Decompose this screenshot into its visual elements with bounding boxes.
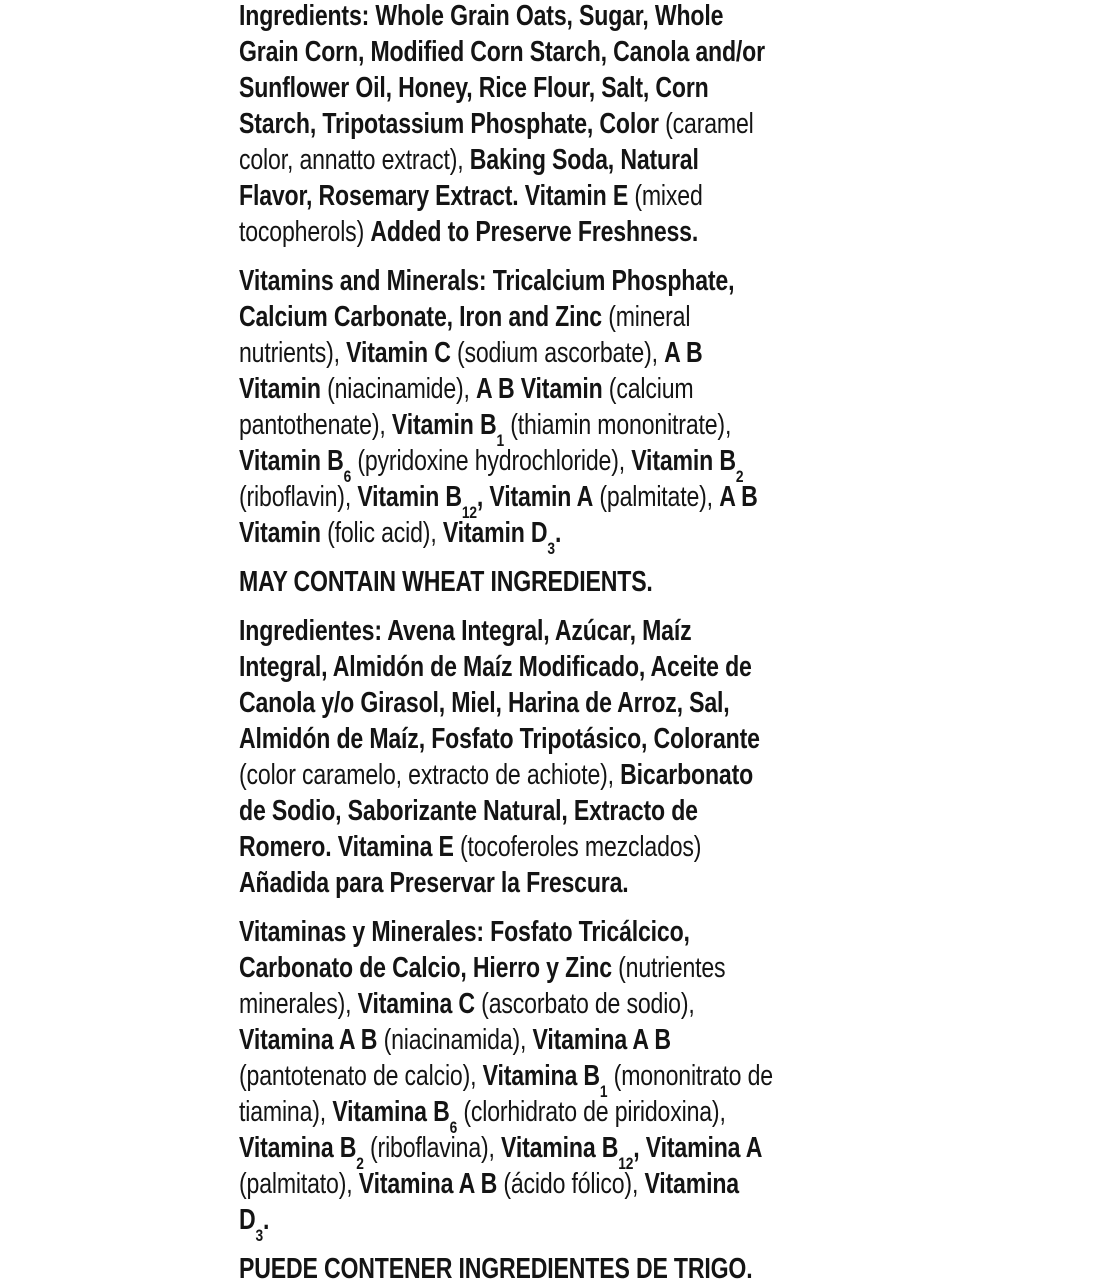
plain-text: (ascorbato de sodio),: [474, 988, 695, 1020]
bold-text: Vitamin B: [239, 445, 344, 477]
plain-text: (palmitate),: [593, 481, 720, 513]
bold-text: A B Vitamin: [239, 481, 758, 549]
plain-text: (mixed tocopherols): [239, 180, 703, 248]
subscript-text: 12: [461, 502, 477, 522]
subscript-text: 1: [599, 1081, 608, 1101]
subscript-text: 2: [356, 1153, 364, 1173]
allergen-statement-english: [239, 564, 774, 600]
ingredients-english: [239, 0, 774, 250]
bold-text: Vitamins and Minerals: Tricalcium Phosphate, Calcium Carbonate, Iron and Zinc: [239, 265, 735, 333]
plain-text: (ácido fólico),: [497, 1168, 645, 1200]
subscript-text: 2: [735, 466, 744, 486]
bold-text: Vitamin B: [357, 481, 462, 513]
plain-text: (caramel color, annatto extract),: [239, 108, 754, 176]
bold-text: Vitaminas y Minerales: Fosfato Tricálcico, Carbonato de Calcio, Hierro y Zinc: [239, 916, 690, 984]
subscript-text: 6: [343, 466, 352, 486]
bold-text: Vitamina A B: [358, 1168, 498, 1200]
bold-text: Bicarbonato de Sodio, Saborizante Natural, Extracto de Romero. Vitamina E: [239, 759, 754, 863]
vitamins-minerals-english: [239, 263, 774, 558]
plain-text: (tocoferoles mezclados): [453, 831, 702, 863]
bold-text: Vitamina C: [357, 988, 475, 1020]
bold-text: , Vitamin A: [476, 481, 594, 513]
plain-text: (clorhidrato de piridoxina),: [457, 1096, 726, 1128]
bold-text: Añadida para Preservar la Frescura.: [239, 867, 629, 899]
bold-text: , Vitamina A: [633, 1132, 763, 1164]
subscript-text: 3: [547, 538, 555, 558]
plain-text: (sodium ascorbate),: [450, 337, 665, 369]
bold-text: Vitamin B: [391, 409, 497, 441]
bold-text: Vitamina A B: [532, 1024, 671, 1056]
bold-text: Vitamina B: [332, 1096, 450, 1128]
subscript-text: 6: [449, 1117, 458, 1137]
plain-text: (nutrientes minerales),: [239, 952, 726, 1020]
plain-text: (mineral nutrients),: [239, 301, 691, 369]
bold-text: Added to Preserve Freshness.: [370, 216, 699, 248]
plain-text: (thiamin mononitrate),: [503, 409, 732, 441]
plain-text: (calcium pantothenate),: [239, 373, 694, 441]
subscript-text: 12: [618, 1153, 634, 1173]
bold-text: A B Vitamin: [476, 373, 603, 405]
plain-text: (niacinamida),: [377, 1024, 533, 1056]
ingredients-spanish: [239, 613, 774, 901]
bold-text: Vitamin D: [442, 517, 548, 549]
bold-text: Vitamin B: [631, 445, 736, 477]
plain-text: (folic acid),: [320, 517, 443, 549]
ingredient-label: [239, 0, 774, 1287]
bold-text: Ingredients: Whole Grain Oats, Sugar, Whole Grain Corn, Modified Corn Starch, Canola and/or Sunflower Oil, Honey, Rice Flour, Salt, Corn Starch, Tripotassium Phosphate, Color: [239, 0, 765, 140]
bold-text: A B Vitamin: [239, 337, 703, 405]
bold-text: Vitamina A B: [239, 1024, 378, 1056]
bold-text: Vitamina B: [239, 1132, 357, 1164]
vitamins-minerals-spanish: [239, 914, 774, 1245]
bold-text: Vitamina D: [239, 1168, 739, 1236]
subscript-text: 1: [496, 430, 504, 450]
plain-text: (pantotenato de calcio),: [239, 1060, 483, 1092]
plain-text: (palmitato),: [239, 1168, 359, 1200]
bold-text: .: [554, 517, 562, 549]
bold-text: MAY CONTAIN WHEAT INGREDIENTS.: [239, 566, 653, 598]
bold-text: PUEDE CONTENER INGREDIENTES DE TRIGO.: [239, 1253, 753, 1285]
subscript-text: 3: [255, 1225, 264, 1245]
plain-text: (niacinamide),: [320, 373, 477, 405]
bold-text: Vitamina B: [482, 1060, 600, 1092]
bold-text: Vitamina B: [501, 1132, 619, 1164]
bold-text: Vitamin C: [346, 337, 451, 369]
plain-text: (pyridoxine hydrochloride),: [351, 445, 632, 477]
plain-text: (riboflavin),: [239, 481, 358, 513]
bold-text: Ingredientes: Avena Integral, Azúcar, Maíz Integral, Almidón de Maíz Modificado, Aceite de Canola y/o Girasol, Miel, Harina de Arroz, Sal, Almidón de Maíz, Fosfato Tripotásico, Colorante: [239, 615, 760, 755]
plain-text: (color caramelo, extracto de achiote),: [239, 759, 621, 791]
bold-text: .: [263, 1204, 270, 1236]
plain-text: (riboflavina),: [363, 1132, 502, 1164]
bold-text: Baking Soda, Natural Flavor, Rosemary Extract. Vitamin E: [239, 144, 699, 212]
plain-text: (mononitrato de tiamina),: [239, 1060, 773, 1128]
allergen-statement-spanish: [239, 1251, 774, 1287]
